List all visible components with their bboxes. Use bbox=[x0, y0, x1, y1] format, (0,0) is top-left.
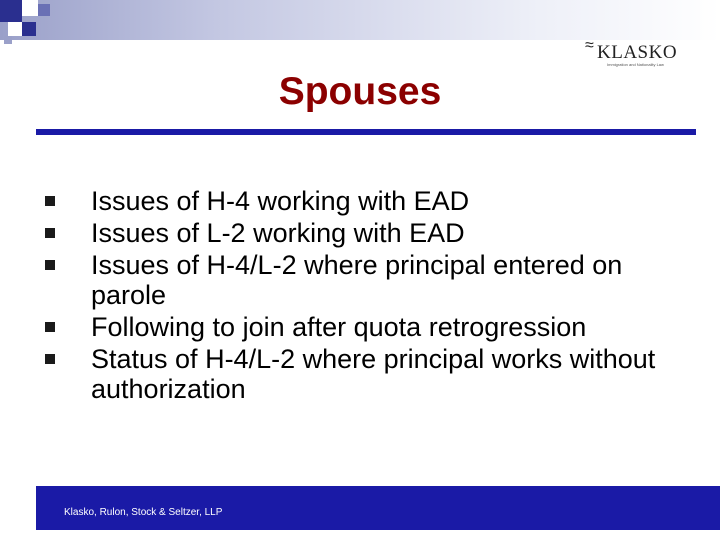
bullet-text: Following to join after quota retrogression bbox=[91, 312, 587, 342]
bullet-text: Status of H-4/L-2 where principal works without authorization bbox=[91, 344, 656, 404]
footer-bar bbox=[36, 486, 720, 530]
list-item bbox=[0, 312, 720, 342]
square-bullet-icon bbox=[45, 260, 55, 270]
logo-tagline: Immigration and Nationality Law bbox=[607, 62, 664, 67]
logo-wordmark: KLASKO bbox=[597, 42, 678, 63]
list-item bbox=[0, 344, 720, 404]
list-item bbox=[0, 218, 720, 248]
header-gradient-strip bbox=[0, 0, 720, 40]
footer-firm-name: Klasko, Rulon, Stock & Seltzer, LLP bbox=[64, 507, 223, 518]
square-bullet-icon bbox=[45, 228, 55, 238]
square-bullet-icon bbox=[45, 196, 55, 206]
wave-icon: ≈ bbox=[585, 37, 594, 54]
bullet-text: Issues of H-4 working with EAD bbox=[91, 186, 470, 216]
slide-title: Spouses bbox=[278, 70, 442, 113]
list-item bbox=[0, 250, 720, 310]
square-bullet-icon bbox=[45, 354, 55, 364]
title-divider bbox=[36, 129, 696, 135]
bullet-list bbox=[0, 186, 720, 404]
bullet-text: Issues of L-2 working with EAD bbox=[91, 218, 465, 248]
company-logo bbox=[585, 38, 695, 72]
list-item bbox=[0, 186, 720, 216]
decorative-squares bbox=[0, 0, 60, 48]
square-bullet-icon bbox=[45, 322, 55, 332]
bullet-text: Issues of H-4/L-2 where principal entered on parole bbox=[91, 250, 623, 310]
